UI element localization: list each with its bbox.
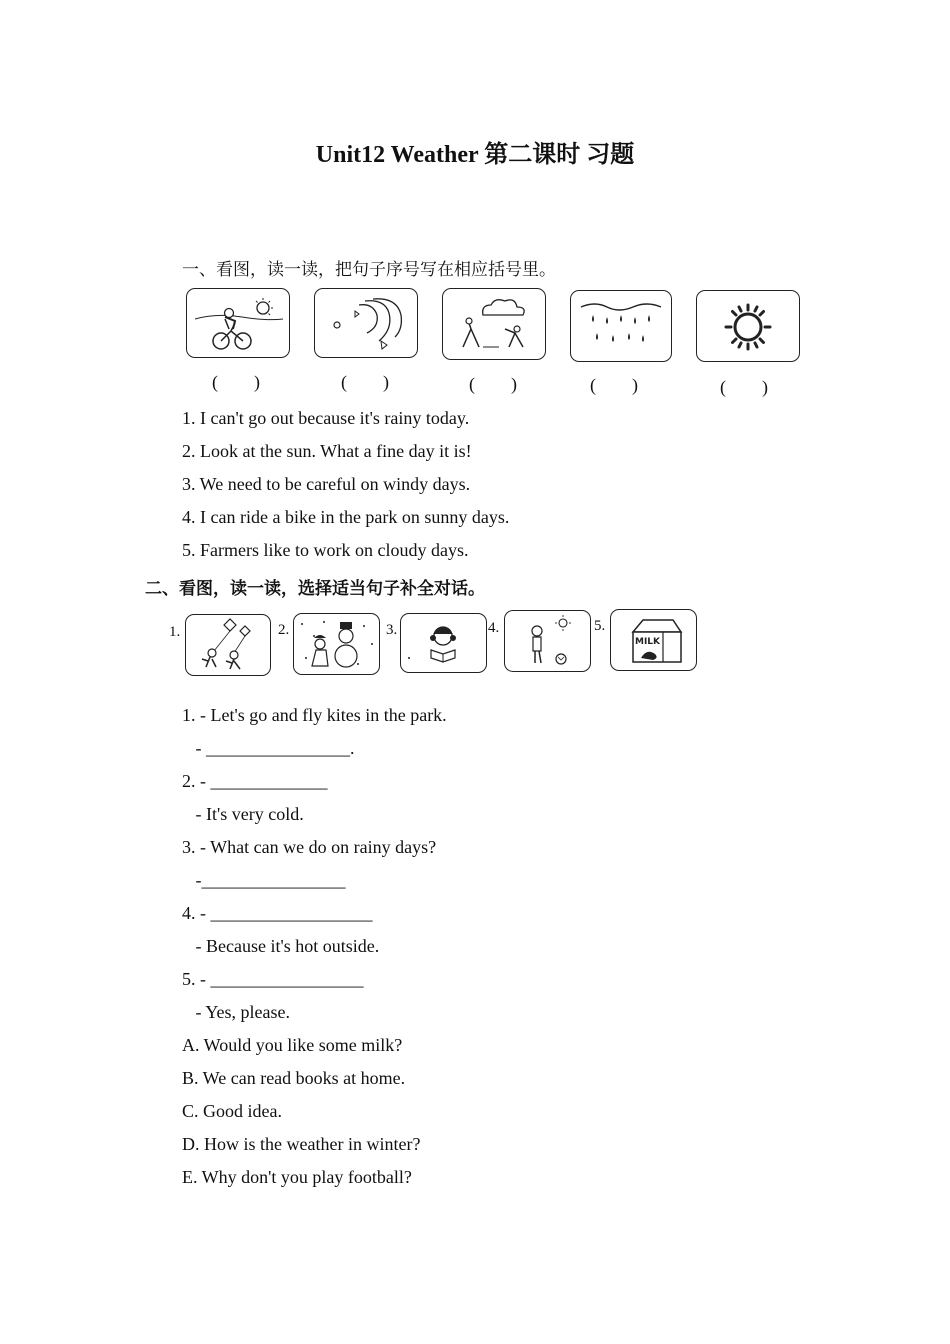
sentence: 4. I can ride a bike in the park on sunny days. — [182, 507, 510, 527]
dialogue-line: 3. - What can we do on rainy days? — [182, 837, 437, 857]
girl-reading-icon — [400, 613, 487, 673]
milk-label: MILK — [635, 637, 661, 647]
picture-number: 1. — [169, 624, 181, 640]
snowman-icon — [293, 613, 380, 675]
bike-rider-sunny-icon — [186, 288, 290, 358]
option-item: E. Why don't you play football? — [182, 1167, 412, 1187]
option-item: B. We can read books at home. — [182, 1068, 406, 1088]
boy-football-icon — [504, 610, 591, 672]
picture-number: 3. — [386, 622, 398, 638]
dialogue-line: 2. - _____________ — [182, 771, 328, 791]
dialogue-line: - Yes, please. — [182, 1002, 290, 1022]
option-item: C. Good idea. — [182, 1101, 282, 1121]
picture-number: 2. — [278, 622, 290, 638]
milk-carton-icon — [610, 609, 697, 671]
sentence: 2. Look at the sun. What a fine day it is! — [182, 441, 472, 461]
farmer-cloud-icon — [442, 288, 546, 360]
sentence: 1. I can't go out because it's rainy today. — [182, 408, 470, 428]
dialogue-line: 4. - __________________ — [182, 903, 373, 923]
answer-blank[interactable]: ( ) — [469, 374, 517, 394]
dialogue-line: - Because it's hot outside. — [182, 936, 380, 956]
answer-blank[interactable]: ( ) — [341, 372, 389, 392]
dialogue-line: 5. - _________________ — [182, 969, 364, 989]
dialogue-line: - ________________. — [182, 738, 355, 758]
dialogue-line: 1. - Let's go and fly kites in the park. — [182, 705, 447, 725]
section1-heading: 一、看图，读一读，把句子序号写在相应括号里。 — [182, 260, 556, 280]
dialogue-line: -________________ — [182, 870, 346, 890]
sun-icon — [696, 290, 800, 362]
dialogue-line: - It's very cold. — [182, 804, 304, 824]
page-title: Unit12 Weather 第二课时 习题 — [315, 142, 635, 168]
rain-icon — [570, 290, 672, 362]
answer-blank[interactable]: ( ) — [720, 377, 768, 397]
option-item: A. Would you like some milk? — [182, 1035, 403, 1055]
section2-heading: 二、看图，读一读，选择适当句子补全对话。 — [145, 579, 485, 599]
wind-icon — [314, 288, 418, 358]
option-item: D. How is the weather in winter? — [182, 1134, 421, 1154]
sentence: 5. Farmers like to work on cloudy days. — [182, 540, 469, 560]
answer-blank[interactable]: ( ) — [212, 372, 260, 392]
sentence: 3. We need to be careful on windy days. — [182, 474, 471, 494]
picture-number: 5. — [594, 618, 606, 634]
kite-children-icon — [185, 614, 271, 676]
answer-blank[interactable]: ( ) — [590, 375, 638, 395]
picture-number: 4. — [488, 620, 500, 636]
